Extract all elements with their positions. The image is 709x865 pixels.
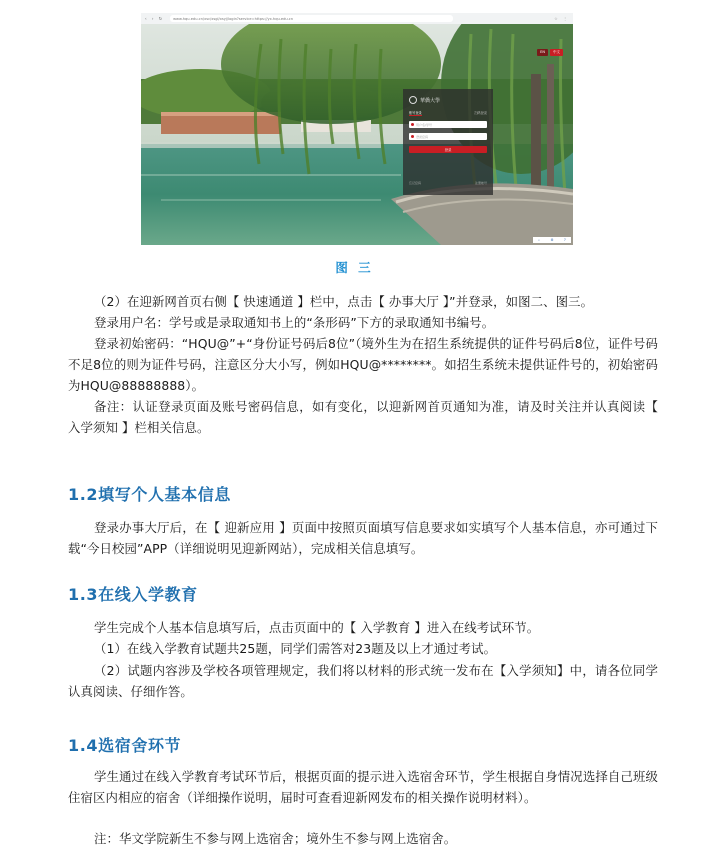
browser-nav-icons: ‹ › ↻ (145, 16, 165, 21)
figure-caption: 图 三 (335, 260, 374, 275)
search-icon[interactable]: ⌕ (538, 238, 541, 242)
login-panel (403, 89, 493, 195)
browser-url: www.hqu.edu.cn/xsc/xsgl/xsyj/login?service=https://yx.hqu.edu.cn (170, 15, 453, 22)
register-link[interactable]: 注册帐号 (474, 181, 487, 185)
section-heading-1-3: 1.3在线入学教育 (68, 585, 198, 604)
paragraph-1-3-intro: 学生完成个人基本信息填写后，点击页面中的【 入学教育 】进入在线考试环节。 (94, 620, 540, 635)
login-links (409, 181, 487, 185)
paragraph-note: 备注：认证登录页面及账号密码信息，如有变化，以迎新网首页通知为准，请及时关注并认真阅读【 入学须知 】栏相关信息。 (68, 399, 658, 435)
login-submit-button[interactable]: 登录 (409, 146, 487, 153)
paragraph-login-steps: （2）在迎新网首页右侧【 快速通道 】栏中，点击【 办事大厅 】”并登录，如图二、图三。 (94, 294, 594, 309)
section-heading-1-2: 1.2填写个人基本信息 (68, 485, 231, 504)
paragraph-1-2: 登录办事大厅后，在【 迎新应用 】页面中按照页面填写信息要求如实填写个人基本信息，亦可通过下载“今日校园”APP（详细说明见迎新网站），完成相关信息填写。 (68, 520, 658, 556)
lock-icon (411, 135, 414, 138)
paragraph-1-4: 学生通过在线入学教育考试环节后，根据页面的提示进入选宿舍环节，学生根据自身情况选择自己班级住宿区内相应的宿舍（详细操作说明，届时可查看迎新网发布的相关操作说明材料）。 (68, 769, 658, 805)
user-icon (411, 123, 414, 126)
section-heading-1-4: 1.4选宿舍环节 (68, 736, 182, 755)
paragraph-1-4-note: 注：华文学院新生不参与网上选宿舍；境外生不参与网上选宿舍。 (94, 831, 457, 846)
lang-button-en[interactable]: EN (537, 49, 548, 56)
university-logo-text: 華僑大學 (420, 97, 441, 104)
lang-button-zh[interactable]: 中文 (550, 49, 563, 56)
login-tabs (409, 110, 487, 116)
paragraph-1-3-rule-1: （1）在线入学教育试题共25题，同学们需答对23题及以上才通过考试。 (94, 641, 497, 656)
university-logo (409, 94, 487, 106)
username-input[interactable] (409, 121, 487, 128)
tab-qr-login[interactable]: 扫码登录 (474, 111, 487, 115)
tab-account-login[interactable]: 账号登录 (409, 111, 422, 115)
university-seal-icon (409, 96, 417, 104)
username-placeholder: 用户名/学号 (416, 122, 433, 127)
paragraph-password: 登录初始密码：“HQU@”+“身份证号码后8位”（境外生为在招生系统提供的证件号码后8位，证件号码不足8位的则为证件号码，注意区分大小写，例如HQU@********。如招生系统未提供证件号的，初始密码为HQU@88888888）。 (68, 336, 658, 393)
browser-tool-icons: ☆ ⋮ (554, 16, 569, 21)
corner-toolbar (533, 237, 571, 243)
login-page-screenshot (141, 13, 573, 245)
forgot-password-link[interactable]: 忘记密码 (409, 181, 422, 185)
password-input[interactable] (409, 133, 487, 140)
password-placeholder: 登录密码 (416, 134, 429, 139)
gear-icon[interactable]: ⚙ (550, 238, 554, 242)
help-icon[interactable]: ? (563, 238, 566, 242)
paragraph-1-3-rule-2: （2）试题内容涉及学校各项管理规定，我们将以材料的形式统一发布在【入学须知】中，请各位同学认真阅读、仔细作答。 (68, 663, 658, 699)
language-switcher (537, 49, 563, 56)
paragraph-username: 登录用户名：学号或是录取通知书上的“条形码”下方的录取通知书编号。 (94, 315, 495, 330)
campus-lake-photo (141, 24, 573, 245)
